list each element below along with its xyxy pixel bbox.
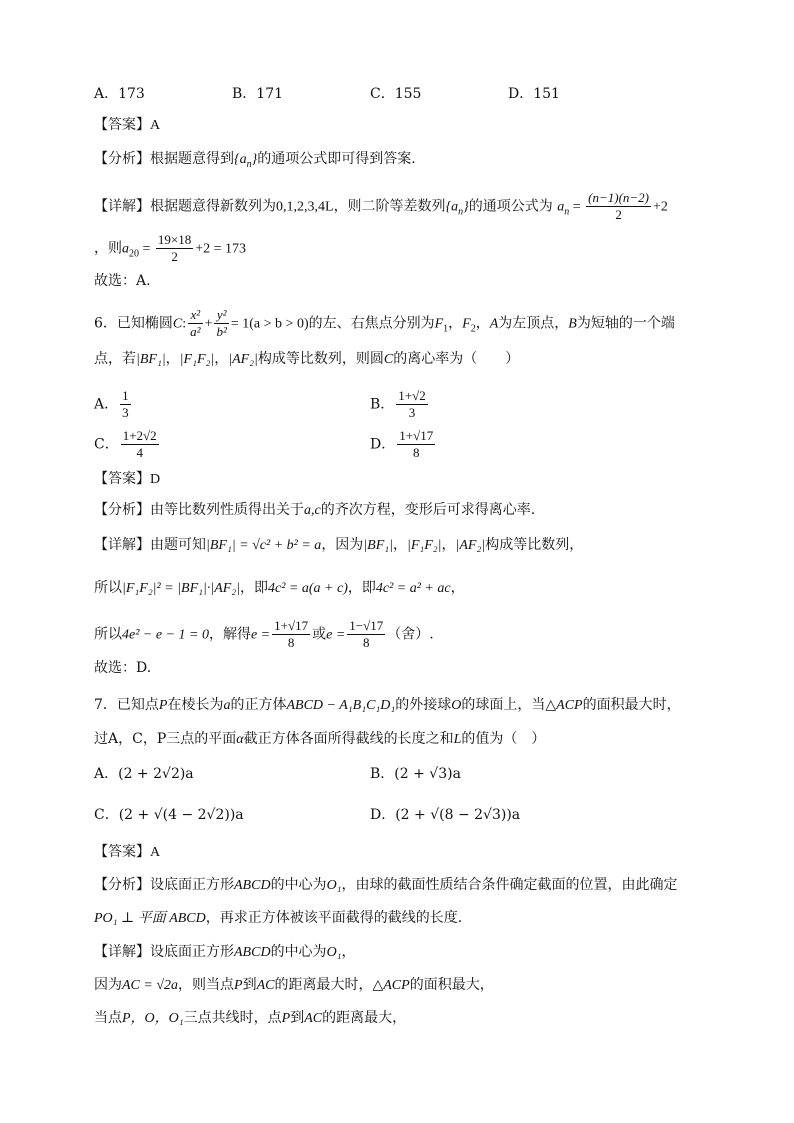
q7-detail: 【详解】设底面正方形ABCD的中心为O₁， xyxy=(94,944,356,960)
q7-stem-line2: 过A，C，P三点的平面α截正方体各面所得截线的长度之和L的值为（ ） xyxy=(94,731,546,747)
detail-label: 【详解】 xyxy=(94,537,150,553)
analysis-label: 【分析】 xyxy=(94,877,150,893)
q5-choose: 故选：A. xyxy=(94,273,151,289)
analysis-label: 【分析】 xyxy=(94,502,150,518)
q6-stem: 6．已知椭圆C: $\frac{\text{x²}}{\text{a²}}$ + $\frac{\text{y²}}{\text{b²}}$ = 1(a > b > 0)的左、右焦点分别为$F_1$，$F_2$，A为左顶点，B为短轴的一个端 xyxy=(94,307,675,339)
fraction: $\frac{(n-1)(n-2)}{2}$ xyxy=(588,190,650,222)
q7-stem: 7．已知点P在棱长为a的正方体ABCD − A₁B₁C₁D₁的外接球O的球面上，当△ACP的面积最大时， xyxy=(94,697,681,713)
q6-analysis: 【分析】由等比数列性质得出关于a,c的齐次方程，变形后可求得离心率. xyxy=(94,502,536,518)
detail-label: 【详解】 xyxy=(94,944,150,960)
fraction: $\frac{\text{y²}}{\text{b²}}$ xyxy=(216,307,227,339)
q6-option-d: D． $\frac{1+√17}{8}$ xyxy=(370,428,434,460)
q6-option-c: C． $\frac{1+2√2}{4}$ xyxy=(94,428,157,460)
q7-option-a: A．(2 + 2√2)a xyxy=(94,766,194,782)
q7-option-d: D．(2 + √(8 − 2√3))a xyxy=(370,807,521,823)
answer-label: 【答案】 xyxy=(94,844,150,860)
q5-answer: 【答案】A xyxy=(94,117,161,133)
q5-detail: 【详解】根据题意得新数列为0,1,2,3,4L，则二阶等差数列$\{a_n\}$的通项公式为 $a_n$ = $\frac{(n-1)(n-2)}{2}$ +2 xyxy=(94,190,668,222)
detail-label: 【详解】 xyxy=(94,198,150,215)
analysis-label: 【分析】 xyxy=(94,151,150,167)
q7-answer: 【答案】A xyxy=(94,844,161,860)
q6-detail-line2: 所以|F₁F₂|² = |BF₁|·|AF₂|，即4c² = a(a + c)，即4c² = a² + ac， xyxy=(94,580,465,596)
q5-analysis: 【分析】根据题意得到$\{a_n\}$的通项公式即可得到答案. xyxy=(94,151,416,170)
q6-answer: 【答案】D xyxy=(94,471,161,487)
q6-stem-line2: 点，若|BF₁|，|F₁F₂|，|AF₂|构成等比数列，则圆C的离心率为（ ） xyxy=(94,351,520,367)
q6-detail-line3: 所以4e² − e − 1 = 0，解得e = $\frac{1+√17}{8}$ 或e = $\frac{1-√17}{8}$ （舍）. xyxy=(94,618,434,650)
fraction: $\frac{\text{x²}}{\text{a²}}$ xyxy=(190,307,201,339)
answer-label: 【答案】 xyxy=(94,117,150,133)
q7-detail-line2: 因为AC = √2a，则当点P到AC的距离最大时，△ACP的面积最大， xyxy=(94,977,494,993)
q7-option-c: C．(2 + √(4 − 2√2))a xyxy=(94,807,244,823)
q6-detail: 【详解】由题可知|BF₁| = √c² + b² = a，因为|BF₁|，|F₁F₂|，|AF₂|构成等比数列， xyxy=(94,537,584,553)
answer-label: 【答案】 xyxy=(94,471,150,487)
q7-analysis-line2: PO₁ ⊥ 平面 ABCD，再求正方体被该平面截得的截线的长度. xyxy=(94,910,463,926)
q7-detail-line3: 当点P，O，O₁三点共线时，点P到AC的距离最大， xyxy=(94,1010,407,1026)
q7-analysis: 【分析】设底面正方形ABCD的中心为O₁，由球的截面性质结合条件确定截面的位置，由此确定 xyxy=(94,877,678,893)
q5-option-c: C．155 xyxy=(370,86,422,102)
q6-option-b: B． $\frac{1+√2}{3}$ xyxy=(370,388,426,420)
q5-option-d: D．151 xyxy=(508,86,560,102)
q5-option-a: A．173 xyxy=(94,86,145,102)
q7-option-b: B．(2 + √3)a xyxy=(370,766,461,782)
fraction: $\frac{19\times 18}{2}$ xyxy=(157,232,192,264)
q6-option-a: A． $\frac{1}{3}$ xyxy=(94,388,129,420)
q6-choose: 故选：D. xyxy=(94,660,152,676)
q5-detail-line2: ，则$a_{20}$ = $\frac{19\times 18}{2}$ +2 = 173 xyxy=(94,232,247,264)
q5-option-b: B．171 xyxy=(232,86,284,102)
